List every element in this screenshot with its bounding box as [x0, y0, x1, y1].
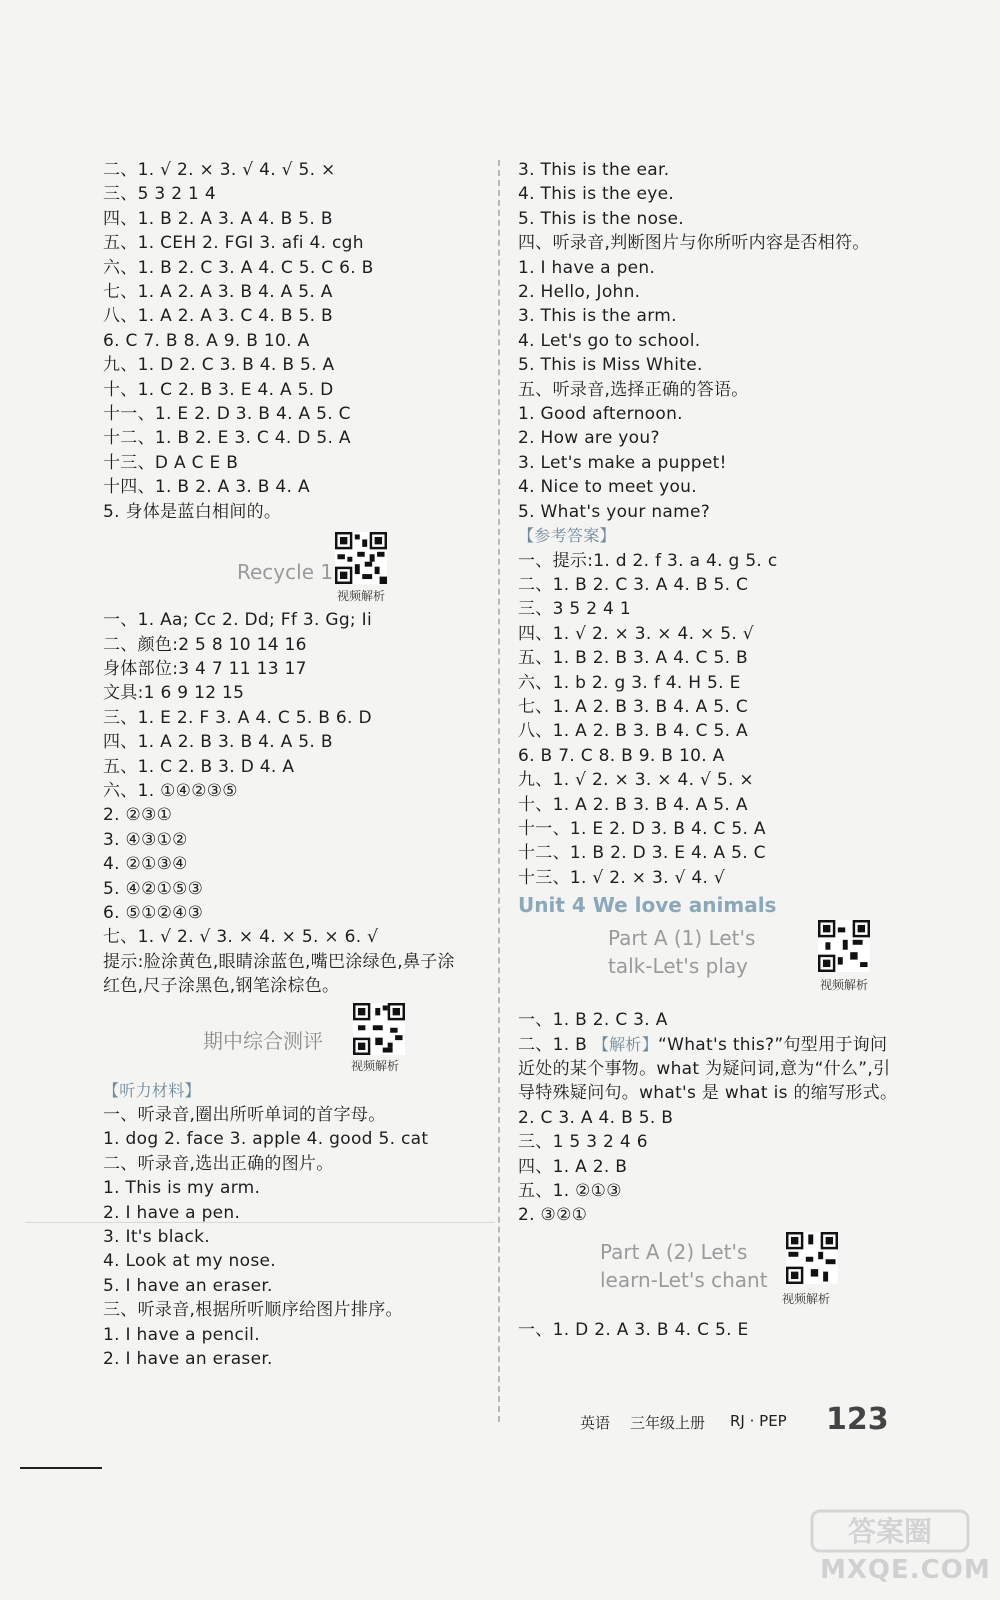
watermark-logo [810, 1505, 970, 1555]
recycle-1-header [103, 524, 493, 608]
section-title-line1: Part A (1) Let's [608, 926, 756, 951]
answer-line: 6. ⑤①②④③ [103, 902, 204, 923]
answer-line: 二、听录音,选出正确的图片。 [103, 1153, 334, 1174]
answer-line: 三、5 3 2 1 4 [103, 184, 216, 205]
answer-line: 身体部位:3 4 7 11 13 17 [103, 658, 307, 679]
answer-line: 5. 身体是蓝白相间的。 [103, 501, 282, 522]
watermark-url: MXQE.COM [820, 1555, 991, 1585]
answer-line: 六、1. B 2. C 3. A 4. C 5. C 6. B [103, 257, 374, 278]
answer-line: 4. Look at my nose. [103, 1251, 276, 1272]
answer-line: 四、听录音,判断图片与你所听内容是否相符。 [518, 233, 870, 254]
column-divider [498, 160, 500, 1422]
qr-code-icon[interactable] [786, 1232, 838, 1284]
answer-line: 3. This is the arm. [518, 306, 677, 327]
answer-line: 2. I have a pen. [103, 1202, 241, 1223]
answer-line: 十四、1. B 2. A 3. B 4. A [103, 477, 310, 498]
answer-line: 2. ②③① [103, 805, 173, 826]
left-answers-block [103, 158, 493, 524]
analysis-tag: 【解析】 [592, 1034, 659, 1054]
answer-line: 2. Hello, John. [518, 282, 641, 303]
answer-line: 1. This is my arm. [103, 1178, 261, 1199]
answer-line: 一、提示:1. d 2. f 3. a 4. g 5. c [518, 550, 778, 571]
qr-code-icon[interactable] [335, 532, 387, 584]
answer-line: 三、1. E 2. F 3. A 4. C 5. B 6. D [103, 707, 372, 728]
qr-label: 视频解析 [782, 1291, 831, 1306]
answer-line: 十、1. C 2. B 3. E 4. A 5. D [103, 379, 334, 400]
answer-line: 2. How are you? [518, 428, 660, 449]
answer-line: 七、1. A 2. A 3. B 4. A 5. A [103, 282, 333, 303]
answer-line: 3. It's black. [103, 1227, 210, 1248]
answer-line: 五、1. C 2. B 3. D 4. A [103, 756, 295, 777]
qr-label: 视频解析 [820, 978, 869, 993]
part-a1-header [518, 920, 918, 1008]
answer-line: 6. C 7. B 8. A 9. B 10. A [103, 330, 310, 351]
answer-line: 十、1. A 2. B 3. B 4. A 5. A [518, 794, 748, 815]
footer-grade: 三年级上册 [630, 1414, 706, 1432]
answer-line: 一、1. D 2. A 3. B 4. C 5. E [518, 1319, 749, 1340]
left-column [103, 158, 493, 1371]
answer-line: 十二、1. B 2. D 3. E 4. A 5. C [518, 843, 766, 864]
unit-title: Unit 4 We love animals [518, 893, 777, 918]
answer-line: 1. dog 2. face 3. apple 4. good 5. cat [103, 1129, 429, 1150]
answer-line: 3. Let's make a puppet! [518, 452, 727, 473]
answer-line: 四、1. B 2. A 3. A 4. B 5. B [103, 208, 333, 229]
answer-line: 1. I have a pencil. [103, 1324, 260, 1345]
answer-line: 六、1. b 2. g 3. f 4. H 5. E [518, 672, 741, 693]
midterm-header [103, 999, 493, 1079]
footer-subject: 英语 [580, 1414, 611, 1432]
svg-text:答案圈: 答案圈 [847, 1515, 933, 1548]
section-title-line2: learn-Let's chant [600, 1267, 768, 1292]
section-title-line2: talk-Let's play [608, 954, 749, 979]
answer-line: 5. This is the nose. [518, 208, 684, 229]
answer-line: 四、1. A 2. B 3. B 4. A 5. B [103, 732, 333, 753]
answer-line: 三、3 5 2 4 1 [518, 599, 631, 620]
right-column [518, 158, 918, 1342]
answer-line: 二、颜色:2 5 8 10 14 16 [103, 634, 307, 655]
answer-line: 5. This is Miss White. [518, 355, 703, 376]
answer-line: 三、听录音,根据所听顺序给图片排序。 [103, 1300, 403, 1321]
answer-prefix: 二、1. B [518, 1034, 588, 1055]
hint-text: 提示:脸涂黄色,眼睛涂蓝色,嘴巴涂绿色,鼻子涂红色,尺子涂黑色,钢笔涂棕色。 [103, 951, 455, 997]
answer-line: 五、1. B 2. B 3. A 4. C 5. B [518, 648, 749, 669]
right-listening-script [518, 158, 918, 524]
answer-line: 3. This is the ear. [518, 160, 670, 180]
page-footer [580, 1402, 900, 1438]
answer-line: 五、1. CEH 2. FGI 3. afi 4. cgh [103, 233, 364, 254]
answer-line: 七、1. A 2. B 3. B 4. A 5. C [518, 696, 748, 717]
part-a2-header [518, 1228, 918, 1318]
answer-line: 2. C 3. A 4. B 5. B [518, 1107, 674, 1128]
answer-line: 四、1. A 2. B [518, 1156, 628, 1177]
section-title-line1: Part A (2) Let's [600, 1239, 748, 1264]
answer-line: 5. I have an eraser. [103, 1275, 273, 1296]
left-recycle-answers [103, 608, 493, 950]
answer-line: 十一、1. E 2. D 3. B 4. C 5. A [518, 818, 766, 839]
answer-line: 文具:1 6 9 12 15 [103, 683, 245, 704]
answer-line: 5. ④②①⑤③ [103, 878, 204, 899]
answer-line: 一、1. B 2. C 3. A [518, 1010, 668, 1031]
answer-line: 一、1. Aa; Cc 2. Dd; Ff 3. Gg; Ii [103, 610, 372, 631]
analysis-text: “What's this?”句型用于询问近处的某个事物。what 为疑问词,意为“什么”,引导特殊疑问句。what's 是 what is 的缩写形式。 [518, 1034, 898, 1104]
answer-line: 一、听录音,圈出所听单词的首字母。 [103, 1105, 386, 1125]
answer-line: 4. Nice to meet you. [518, 477, 697, 498]
left-listening-script [103, 1103, 493, 1371]
answer-line: 2. ③②① [518, 1205, 588, 1226]
answer-line: 6. B 7. C 8. B 9. B 10. A [518, 745, 725, 766]
answer-line: 七、1. √ 2. √ 3. × 4. × 5. × 6. √ [103, 927, 379, 948]
right-answers-block [518, 549, 918, 891]
qr-label: 视频解析 [351, 1058, 400, 1073]
right-part-a2-answers [518, 1318, 918, 1342]
answer-line: 六、1. ①④②③⑤ [103, 780, 238, 801]
listening-material-label: 【听力材料】 [103, 1080, 201, 1100]
answer-line: 5. What's your name? [518, 501, 711, 522]
answer-line: 九、1. D 2. C 3. B 4. B 5. A [103, 355, 335, 376]
qr-label: 视频解析 [337, 589, 386, 604]
answer-line: 十三、D A C E B [103, 452, 239, 473]
answer-line: 五、1. ②①③ [518, 1181, 622, 1202]
answer-line: 十一、1. E 2. D 3. B 4. A 5. C [103, 404, 351, 425]
answer-line: 二、1. √ 2. × 3. √ 4. √ 5. × [103, 160, 336, 180]
answer-line: 八、1. A 2. B 3. B 4. C 5. A [518, 721, 748, 742]
section-title: 期中综合测评 [203, 1028, 323, 1053]
section-title: Recycle 1 [237, 560, 334, 585]
page-number: 123 [826, 1402, 889, 1437]
explanation-paragraph [518, 1033, 898, 1106]
qr-code-icon[interactable] [818, 920, 870, 972]
footer-edition: RJ · PEP [730, 1412, 787, 1430]
answer-line: 五、听录音,选择正确的答语。 [518, 379, 749, 400]
reference-answers-label: 【参考答案】 [518, 526, 616, 546]
answer-line: 十三、1. √ 2. × 3. √ 4. √ [518, 867, 726, 888]
answer-line: 4. ②①③④ [103, 854, 188, 875]
right-part-a1-answers [518, 1106, 918, 1228]
footer-rule [20, 1467, 102, 1469]
answer-line: 八、1. A 2. A 3. C 4. B 5. B [103, 306, 333, 327]
answer-line: 十二、1. B 2. E 3. C 4. D 5. A [103, 428, 351, 449]
answer-line: 3. ④③①② [103, 829, 188, 850]
answer-line: 4. Let's go to school. [518, 330, 701, 351]
answer-line: 1. Good afternoon. [518, 404, 683, 425]
answer-line: 2. I have an eraser. [103, 1349, 273, 1370]
answer-line: 三、1 5 3 2 4 6 [518, 1132, 648, 1153]
answer-line: 二、1. B 2. C 3. A 4. B 5. C [518, 574, 749, 595]
answer-line: 1. I have a pen. [518, 257, 656, 278]
answer-line: 九、1. √ 2. × 3. × 4. √ 5. × [518, 770, 754, 791]
answer-line: 四、1. √ 2. × 3. × 4. × 5. √ [518, 623, 754, 644]
answer-line: 4. This is the eye. [518, 184, 675, 205]
qr-code-icon[interactable] [353, 1003, 405, 1055]
